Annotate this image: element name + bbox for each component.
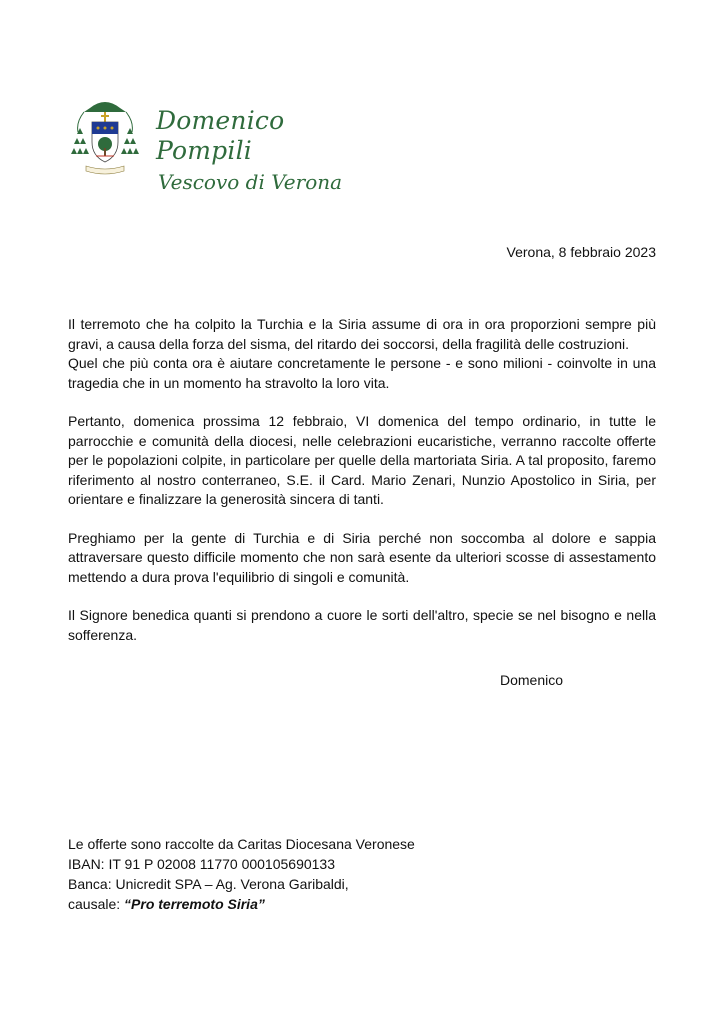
paragraph: Quel che più conta ora è aiutare concretamente le persone - e sono milioni - coinvolte in una tragedia che in un momento ha stravolto la loro vita. <box>68 355 656 391</box>
letterhead <box>68 92 388 194</box>
bishop-name: Domenico Pompili <box>156 106 285 165</box>
letter-date: Verona, 8 febbraio 2023 <box>506 244 656 260</box>
donation-line: Le offerte sono raccolte da Caritas Diocesana Veronese <box>68 836 415 852</box>
signature: Domenico <box>500 672 564 688</box>
paragraph: Il Signore benedica quanti si prendono a cuore le sorti dell'altro, specie se nel bisogno e nella sofferenza. <box>68 607 656 643</box>
bishop-title: Vescovo di Verona <box>158 170 343 194</box>
paragraph: Preghiamo per la gente di Turchia e di Siria perché non soccomba al dolore e sappia attraversare questo difficile momento che non sarà esente da ulteriori scosse di assestamento mettendo a dura prova l'equilibrio di singoli e comunità. <box>68 529 656 585</box>
donation-info <box>68 834 415 914</box>
iban-line: IBAN: IT 91 P 02008 11770 000105690133 <box>68 856 336 872</box>
paragraph: Il terremoto che ha colpito la Turchia e la Siria assume di ora in ora proporzioni sempre più gravi, a causa della forza del sisma, del ritardo dei soccorsi, della fragilità delle costruzioni. <box>68 316 656 352</box>
bank-line: Banca: Unicredit SPA – Ag. Verona Garibaldi, <box>68 876 349 892</box>
letterhead-text <box>156 106 388 195</box>
paragraph: Pertanto, domenica prossima 12 febbraio, VI domenica del tempo ordinario, in tutte le parrocchie e comunità della diocesi, nelle celebrazioni eucaristiche, verranno raccolte offerte per le popolazioni colpite, in particolare per quelle della martoriata Siria. A tal proposito, faremo riferimento al nostro conterraneo, S.E. il Card. Mario Zenari, Nunzio Apostolico in Siria, per orientare e finalizzare la generosità sincera di tanti. <box>68 413 656 507</box>
causale-value: “Pro terremoto Siria” <box>124 896 265 912</box>
coat-of-arms-icon <box>68 92 142 184</box>
causale-line <box>68 894 415 914</box>
causale-label: causale: <box>68 896 125 912</box>
letter-body <box>68 315 656 645</box>
